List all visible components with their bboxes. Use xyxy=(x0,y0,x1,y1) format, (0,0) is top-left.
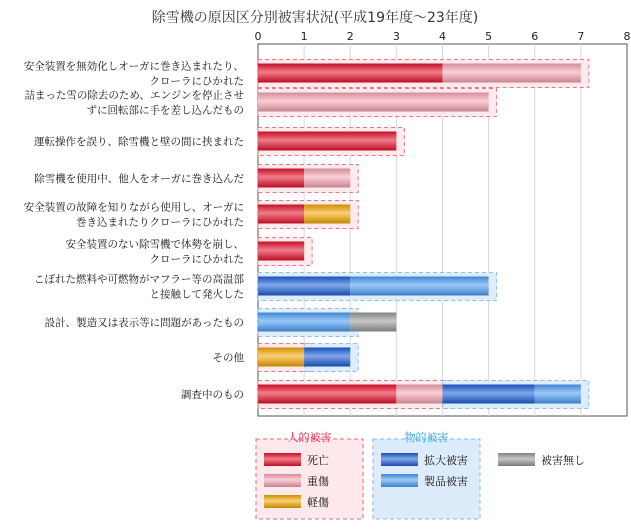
legend-label: 拡大被害 xyxy=(424,454,468,467)
legend-label: 軽傷 xyxy=(307,496,329,509)
bar-segment-red xyxy=(258,132,396,151)
x-tick-label: 4 xyxy=(439,30,446,43)
category-label-line: 調査中のもの xyxy=(181,389,244,401)
bar-segment-pink xyxy=(304,169,350,188)
bar-segment-gray xyxy=(350,313,396,332)
legend-swatch-gray xyxy=(498,453,535,466)
category-label-line: 安全装置を無効化しオーガに巻き込まれたり、 xyxy=(23,60,244,73)
legend-swatch-blue xyxy=(381,453,418,466)
category-label-line: 設計、製造又は表示等に問題があったもの xyxy=(44,317,244,329)
bar-segment-lightblue xyxy=(535,385,581,404)
category-label xyxy=(24,89,244,117)
bar-segment-orange xyxy=(258,348,304,367)
legend-label: 重傷 xyxy=(307,475,329,488)
bar-segment-blue xyxy=(258,277,350,296)
category-label-line: 巻き込まれたりクローラにひかれた xyxy=(76,216,244,229)
category-label xyxy=(213,351,245,364)
legend-label: 死亡 xyxy=(307,454,329,467)
category-label-line: 除雪機を使用中、他人をオーガに巻き込んだ xyxy=(34,173,244,185)
x-tick-label: 1 xyxy=(300,30,308,43)
bar-segment-orange xyxy=(304,205,350,224)
legend-label: 製品被害 xyxy=(424,475,468,488)
x-tick-label: 2 xyxy=(346,30,354,43)
x-tick-label: 0 xyxy=(254,30,262,43)
category-label-line: クローラにひかれた xyxy=(149,253,244,266)
category-label-line: その他 xyxy=(212,352,244,364)
bar-segment-red xyxy=(258,169,304,188)
legend-swatch-pink xyxy=(264,474,301,487)
legend-swatch-orange xyxy=(264,495,301,508)
category-label-line: クローラにひかれた xyxy=(149,75,244,88)
chart-title: 除雪機の原因区分別被害状況(平成19年度～23年度) xyxy=(151,10,479,26)
legend-label: 被害無し xyxy=(541,454,585,467)
category-label-line: 運転操作を誤り、除雪機と壁の間に挟まれた xyxy=(34,136,244,148)
category-label-line: こぼれた燃料や可燃物がマフラー等の高温部 xyxy=(34,273,244,286)
bar-segment-pink xyxy=(443,64,581,83)
category-label xyxy=(24,201,244,229)
category-label-line: ずに回転部に手を差し込んだもの xyxy=(86,104,244,117)
bar-segment-red xyxy=(258,64,443,83)
category-label-line: 安全装置の故障を知りながら使用し、オーガに xyxy=(23,201,244,214)
category-label-line: 詰まった雪の除去のため、エンジンを停止させ xyxy=(24,89,244,102)
bar-segment-blue xyxy=(304,348,350,367)
x-tick-label: 3 xyxy=(392,30,400,43)
category-label xyxy=(45,316,244,329)
x-tick-label: 5 xyxy=(485,30,493,43)
category-label-line: と接触して発火した xyxy=(149,288,244,301)
category-label xyxy=(24,60,244,88)
category-label xyxy=(181,388,244,401)
legend-group-title: 人的被害 xyxy=(287,431,332,444)
category-label xyxy=(34,172,244,185)
bar-segment-pink xyxy=(258,93,489,112)
category-label xyxy=(34,273,244,301)
category-label xyxy=(34,135,244,148)
category-label xyxy=(66,238,245,266)
bar-segment-lightblue xyxy=(350,277,488,296)
bar-segment-lightblue xyxy=(258,313,350,332)
bar-segment-red xyxy=(258,205,304,224)
legend-swatch-lightblue xyxy=(381,474,418,487)
bar-segment-blue xyxy=(443,385,535,404)
legend-group-title: 物的被害 xyxy=(404,431,449,444)
category-label-line: 安全装置のない除雪機で体勢を崩し、 xyxy=(65,238,244,251)
x-tick-label: 8 xyxy=(623,30,631,43)
legend-swatch-red xyxy=(264,453,301,466)
x-tick-label: 7 xyxy=(577,30,585,43)
bar-segment-red xyxy=(258,385,396,404)
x-tick-label: 6 xyxy=(531,30,539,43)
bar-segment-red xyxy=(258,242,304,261)
bar-segment-pink xyxy=(396,385,442,404)
